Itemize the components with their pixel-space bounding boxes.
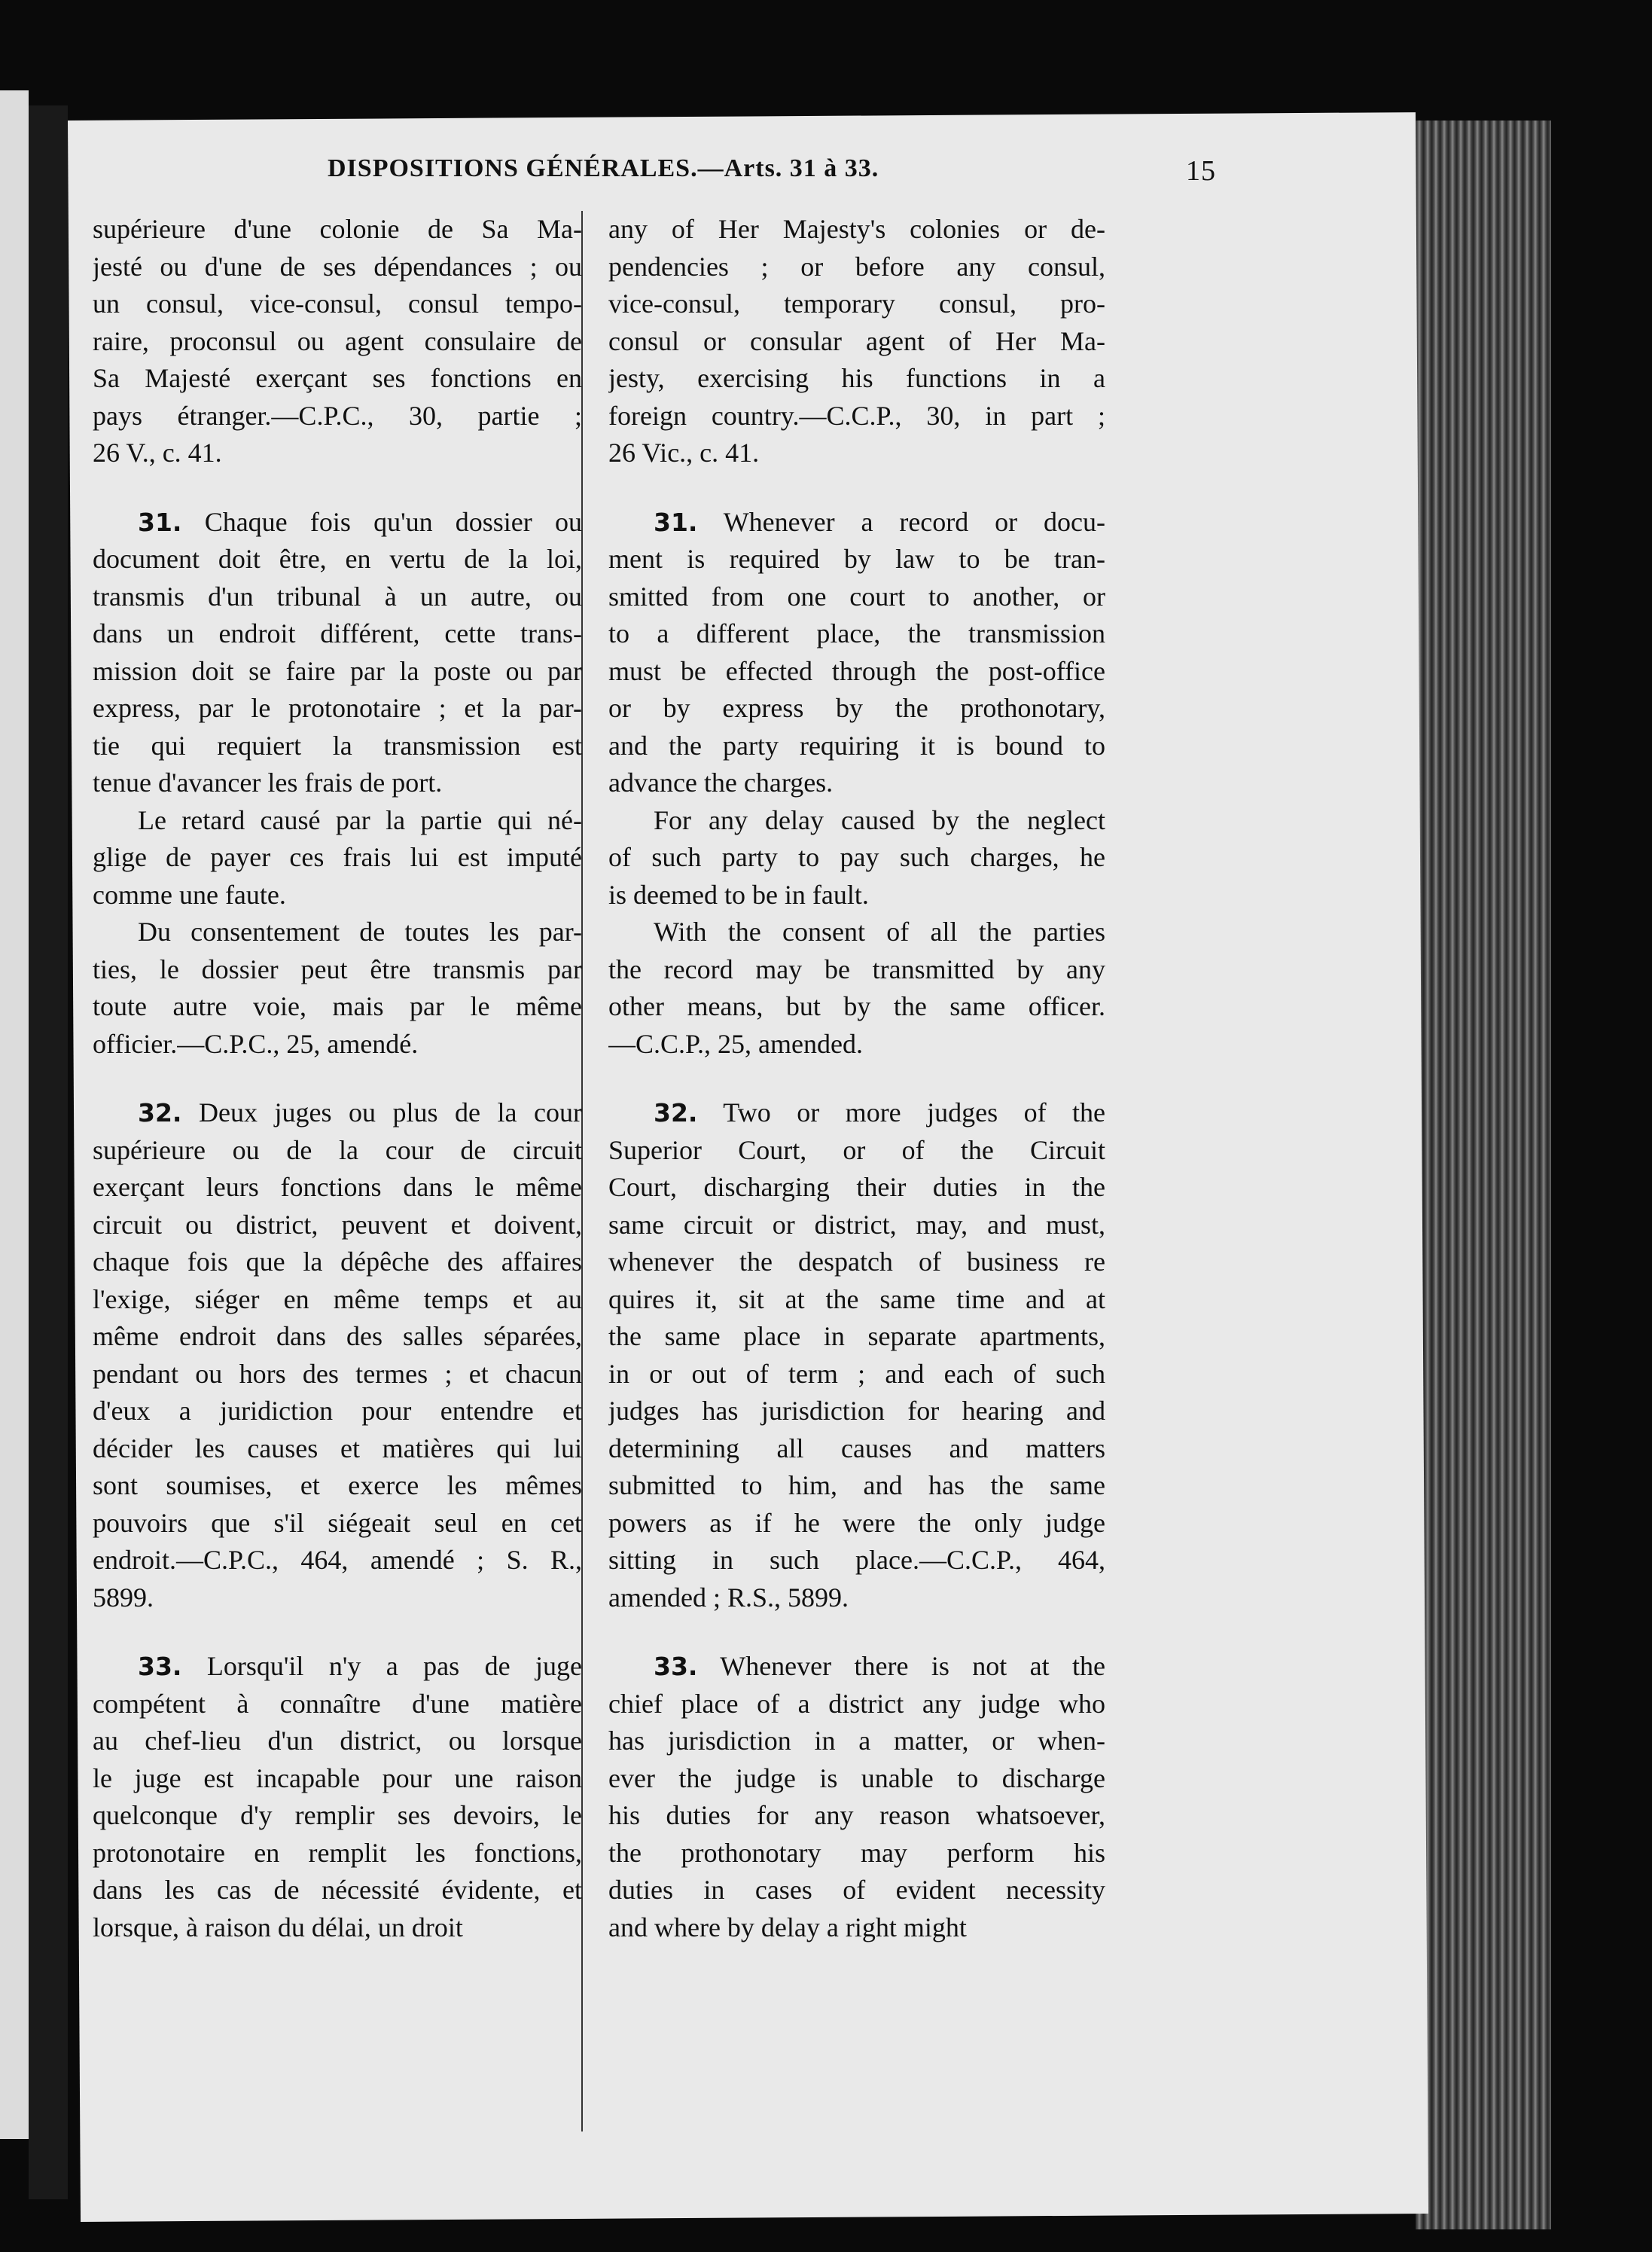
text-line: quelconque d'y remplir ses devoirs, le <box>93 1800 582 1830</box>
paragraph-gap <box>93 1616 582 1648</box>
paragraph-gap <box>93 1063 582 1094</box>
text-line: comme une faute. <box>93 879 286 910</box>
text-line: Superior Court, or of the Circuit <box>608 1134 1105 1165</box>
text-line: to a different place, the transmission <box>608 618 1105 648</box>
english-column <box>608 211 1105 1946</box>
text-line: of such party to pay such charges, he <box>608 842 1105 872</box>
text-line: vice-consul, temporary consul, pro- <box>608 288 1105 319</box>
text-line: exerçant leurs fonctions dans le même <box>93 1172 582 1202</box>
text-line: his duties for any reason whatsoever, <box>608 1800 1105 1830</box>
article-text: Deux juges ou plus de la cour <box>199 1097 582 1128</box>
text-line: l'exige, siéger en même temps et au <box>93 1283 582 1314</box>
text-line: For any delay caused by the neglect <box>654 804 1105 835</box>
text-line: 26 Vic., c. 41. <box>608 438 760 468</box>
text-line: advance the charges. <box>608 767 834 798</box>
french-column <box>93 211 582 1946</box>
text-line: jesty, exercising his functions in a <box>608 363 1105 393</box>
text-line: judges has jurisdiction for hearing and <box>608 1396 1105 1426</box>
text-line: tenue d'avancer les frais de port. <box>93 767 443 798</box>
article-text: Two or more judges of the <box>723 1097 1105 1128</box>
text-line: pays étranger.—C.P.C., 30, partie ; <box>93 400 582 431</box>
article-first-line <box>93 504 582 542</box>
article-first-line <box>608 1648 1105 1686</box>
article-text: Whenever a record or docu- <box>723 506 1105 537</box>
article-number: 33. <box>654 1652 698 1681</box>
text-line: must be effected through the post-office <box>608 655 1105 686</box>
article-first-line <box>608 504 1105 542</box>
text-line: any of Her Majesty's colonies or de- <box>608 214 1105 244</box>
text-line: —C.C.P., 25, amended. <box>608 1028 863 1059</box>
text-line: un consul, vice-consul, consul tempo- <box>93 288 582 319</box>
text-line: d'eux a juridiction pour entendre et <box>93 1396 582 1426</box>
text-line: endroit.—C.P.C., 464, amendé ; S. R., <box>93 1545 582 1575</box>
article-text: Whenever there is not at the <box>720 1651 1105 1681</box>
text-line: lorsque, à raison du délai, un droit <box>93 1912 463 1942</box>
article-number: 32. <box>138 1098 182 1128</box>
text-line: chief place of a district any judge who <box>608 1688 1105 1719</box>
article-number: 32. <box>654 1098 698 1128</box>
text-line: With the consent of all the parties <box>654 917 1105 947</box>
text-line: toute autre voie, mais par le même <box>93 991 582 1021</box>
text-line: compétent à connaître d'une matière <box>93 1688 582 1719</box>
facing-page-edge <box>0 90 29 2139</box>
header-title: DISPOSITIONS GÉNÉRALES.—Arts. 31 à 33. <box>328 154 879 182</box>
text-line: in or out of term ; and each of such <box>608 1358 1105 1389</box>
text-line: pendant ou hors des termes ; et chacun <box>93 1358 582 1389</box>
text-line: transmis d'un tribunal à un autre, ou <box>93 581 582 612</box>
text-line: submitted to him, and has the same <box>608 1470 1105 1500</box>
text-line: décider les causes et matières qui lui <box>93 1433 582 1463</box>
text-line: le juge est incapable pour une raison <box>93 1762 582 1793</box>
article-text: Chaque fois qu'un dossier ou <box>204 506 582 537</box>
text-line: or by express by the prothonotary, <box>608 693 1105 723</box>
text-line: Le retard causé par la partie qui né- <box>138 804 582 835</box>
text-line: ment is required by law to be tran- <box>608 544 1105 574</box>
text-line: raire, proconsul ou agent consulaire de <box>93 325 582 356</box>
text-line: and the party requiring it is bound to <box>608 730 1105 761</box>
text-line: même endroit dans des salles séparées, <box>93 1321 582 1351</box>
text-line: same circuit or district, may, and must, <box>608 1209 1105 1240</box>
text-line: supérieure d'une colonie de Sa Ma- <box>93 214 582 244</box>
text-line: tie qui requiert la transmission est <box>93 730 582 761</box>
text-line: au chef-lieu d'un district, ou lorsque <box>93 1726 582 1756</box>
text-line: dans les cas de nécessité évidente, et <box>93 1875 582 1905</box>
text-line: document doit être, en vertu de la loi, <box>93 544 582 574</box>
text-line: foreign country.—C.C.P., 30, in part ; <box>608 400 1105 431</box>
text-line: Du consentement de toutes les par- <box>138 917 582 947</box>
text-line: powers as if he were the only judge <box>608 1507 1105 1538</box>
text-line: the same place in separate apartments, <box>608 1321 1105 1351</box>
article-first-line <box>93 1648 582 1686</box>
article-number: 31. <box>138 507 182 537</box>
paragraph-gap <box>608 472 1105 504</box>
article-first-line <box>93 1094 582 1132</box>
text-line: determining all causes and matters <box>608 1433 1105 1463</box>
text-line: officier.—C.P.C., 25, amendé. <box>93 1028 419 1059</box>
text-line: whenever the despatch of business re <box>608 1247 1105 1277</box>
article-first-line <box>608 1094 1105 1132</box>
text-line: the prothonotary may perform his <box>608 1837 1105 1868</box>
text-line: 26 V., c. 41. <box>93 438 222 468</box>
text-line: 5899. <box>93 1582 154 1613</box>
text-line: pouvoirs que s'il siégeait seul en cet <box>93 1507 582 1538</box>
text-line: sont soumises, et exerce les mêmes <box>93 1470 582 1500</box>
book-page-edges <box>1416 121 1551 2229</box>
text-line: Court, discharging their duties in the <box>608 1172 1105 1202</box>
paragraph-gap <box>608 1063 1105 1094</box>
text-line: other means, but by the same officer. <box>608 991 1105 1021</box>
text-line: ties, le dossier peut être transmis par <box>93 954 582 984</box>
text-line: chaque fois que la dépêche des affaires <box>93 1247 582 1277</box>
article-number: 33. <box>138 1652 182 1681</box>
text-line: is deemed to be in fault. <box>608 879 869 910</box>
text-line: has jurisdiction in a matter, or when- <box>608 1726 1105 1756</box>
text-line: glige de payer ces frais lui est imputé <box>93 842 582 872</box>
text-line: supérieure ou de la cour de circuit <box>93 1134 582 1165</box>
text-line: Sa Majesté exerçant ses fonctions en <box>93 363 582 393</box>
text-line: quires it, sit at the same time and at <box>608 1283 1105 1314</box>
text-line: the record may be transmitted by any <box>608 954 1105 984</box>
running-header <box>328 154 1216 192</box>
text-line: mission doit se faire par la poste ou par <box>93 655 582 686</box>
text-line: amended ; R.S., 5899. <box>608 1582 849 1613</box>
text-line: sitting in such place.—C.C.P., 464, <box>608 1545 1105 1575</box>
text-line: duties in cases of evident necessity <box>608 1875 1105 1905</box>
text-line: and where by delay a right might <box>608 1912 967 1942</box>
text-line: ever the judge is unable to discharge <box>608 1762 1105 1793</box>
paragraph-gap <box>93 472 582 504</box>
text-line: dans un endroit différent, cette trans- <box>93 618 582 648</box>
text-line: protonotaire en remplit les fonctions, <box>93 1837 582 1868</box>
text-line: pendencies ; or before any consul, <box>608 251 1105 282</box>
text-line: express, par le protonotaire ; et la par- <box>93 693 582 723</box>
gutter-shadow <box>29 105 68 2199</box>
article-number: 31. <box>654 507 698 537</box>
text-line: circuit ou district, peuvent et doivent, <box>93 1209 582 1240</box>
text-line: consul or consular agent of Her Ma- <box>608 325 1105 356</box>
paragraph-gap <box>608 1616 1105 1648</box>
text-line: jesté ou d'une de ses dépendances ; ou <box>93 251 582 282</box>
page-number: 15 <box>1186 155 1216 187</box>
text-line: smitted from one court to another, or <box>608 581 1105 612</box>
article-text: Lorsqu'il n'y a pas de juge <box>206 1651 582 1681</box>
